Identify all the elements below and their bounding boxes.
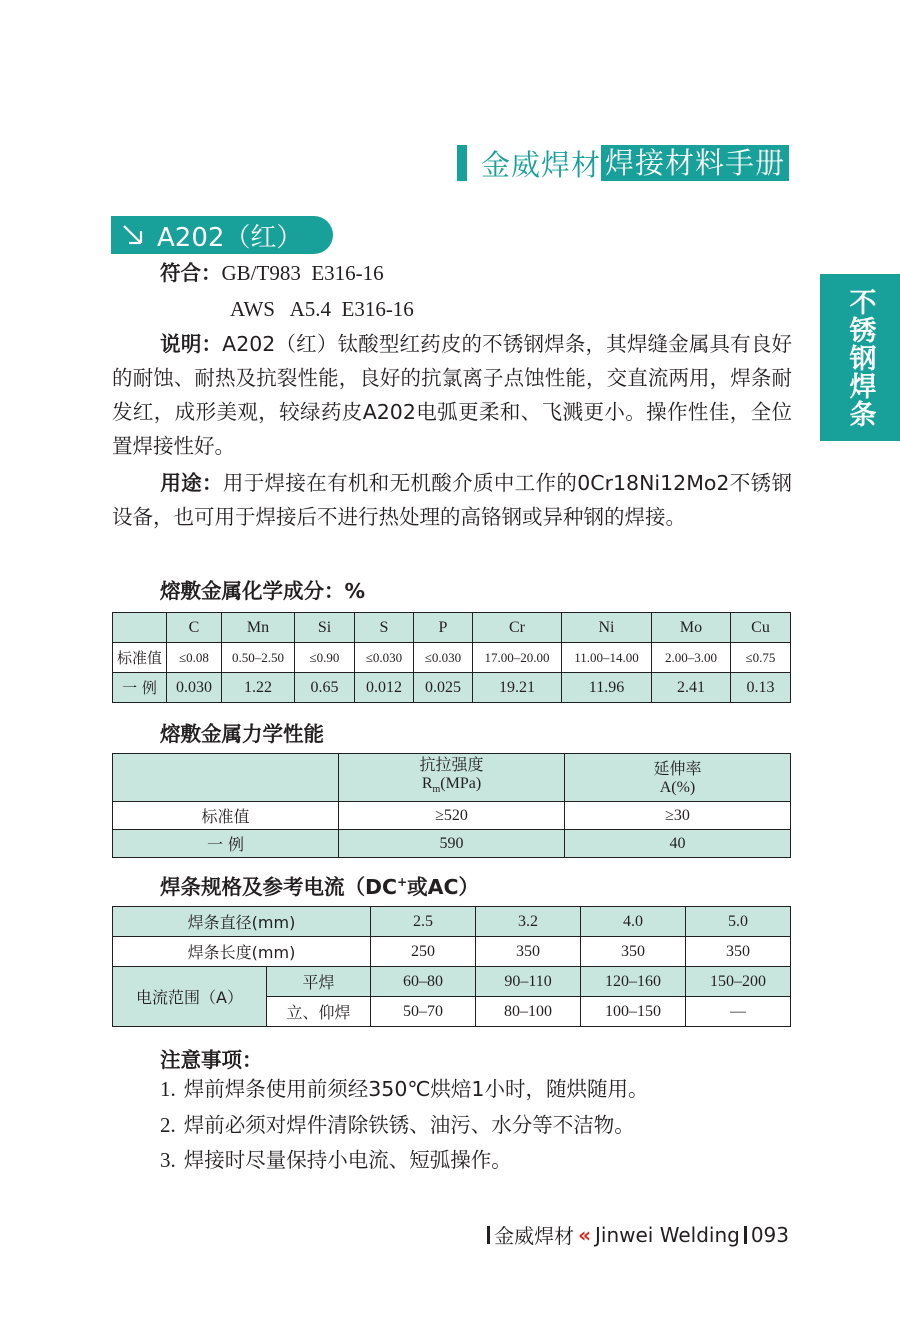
usage-paragraph — [112, 466, 792, 534]
chem-header-cell — [113, 613, 167, 643]
chem-cell: 0.13 — [731, 673, 791, 703]
flat-current-cell: 150–200 — [686, 967, 791, 997]
chem-cell: ≤0.90 — [295, 643, 355, 673]
vertical-label: 立、仰焊 — [267, 997, 371, 1027]
diameter-cell: 3.2 — [476, 907, 581, 937]
conforms-label: 符合： — [160, 261, 222, 285]
mech-header-elongation — [565, 754, 791, 802]
header-manual-title: 焊接材料手册 — [601, 145, 789, 181]
mech-header-tensile — [339, 754, 565, 802]
chem-header-cell: Mn — [222, 613, 295, 643]
chem-header-cell: Mo — [652, 613, 731, 643]
chem-row-label: 标准值 — [113, 643, 167, 673]
chem-header-cell: Cr — [473, 613, 562, 643]
chem-cell: 11.96 — [562, 673, 652, 703]
side-category-tab — [820, 274, 900, 441]
chem-cell: ≤0.030 — [414, 643, 473, 673]
chem-header-cell: Si — [295, 613, 355, 643]
diameter-row — [113, 907, 791, 937]
spec-heading-sup: + — [397, 875, 408, 890]
conforms-standard-gb: GB/T983 E316-16 — [221, 261, 384, 285]
mech-cell: 590 — [339, 830, 565, 858]
length-cell: 350 — [476, 937, 581, 967]
footer-separator — [744, 1226, 747, 1244]
flat-label: 平焊 — [267, 967, 371, 997]
note-number: 3. — [160, 1148, 176, 1172]
arrow-down-right-icon — [121, 223, 145, 247]
vertical-current-cell: 50–70 — [371, 997, 476, 1027]
note-item — [160, 1108, 635, 1142]
spec-current-table — [112, 906, 791, 1027]
chem-header-cell: Cu — [731, 613, 791, 643]
spec-heading-text: 焊条规格及参考电流（DC — [160, 875, 398, 899]
flat-current-row — [113, 967, 791, 997]
chem-header-cell: S — [355, 613, 414, 643]
note-text: 焊前必须对焊件清除铁锈、油污、水分等不洁物。 — [183, 1113, 635, 1137]
page-footer — [483, 1220, 789, 1249]
chem-header-cell: P — [414, 613, 473, 643]
elongation-label: 延伸率 — [653, 758, 702, 778]
vertical-current-cell: 100–150 — [581, 997, 686, 1027]
usage-label: 用途： — [160, 471, 223, 495]
note-text: 焊接时尽量保持小电流、短弧操作。 — [183, 1148, 512, 1172]
vertical-current-cell: — — [686, 997, 791, 1027]
footer-chevrons: « — [578, 1222, 592, 1247]
elongation-unit: A(%) — [659, 778, 696, 796]
chem-header-row — [113, 613, 791, 643]
mech-example-row — [113, 830, 791, 858]
length-cell: 350 — [686, 937, 791, 967]
chem-cell: 17.00–20.00 — [473, 643, 562, 673]
chem-header-cell: Ni — [562, 613, 652, 643]
chem-cell: 11.00–14.00 — [562, 643, 652, 673]
chem-cell: 19.21 — [473, 673, 562, 703]
chem-cell: 0.50–2.50 — [222, 643, 295, 673]
length-row — [113, 937, 791, 967]
tensile-symbol: R — [421, 775, 433, 793]
note-item — [160, 1072, 648, 1106]
note-text: 焊前焊条使用前须经350℃烘焙1小时，随烘随用。 — [183, 1077, 649, 1101]
length-cell: 350 — [581, 937, 686, 967]
chem-cell: 0.030 — [167, 673, 222, 703]
footer-english: Jinwei Welding — [595, 1222, 740, 1247]
note-item — [160, 1143, 512, 1177]
header-accent-bar — [457, 145, 467, 181]
tensile-label: 抗拉强度 — [419, 755, 484, 775]
mech-cell: ≥520 — [339, 802, 565, 830]
chem-heading: 熔敷金属化学成分：% — [160, 579, 366, 603]
chem-cell: 1.22 — [222, 673, 295, 703]
length-label: 焊条长度(mm) — [113, 937, 371, 967]
current-range-label: 电流范围（A） — [113, 967, 267, 1027]
flat-current-cell: 120–160 — [581, 967, 686, 997]
mech-cell: 40 — [565, 830, 791, 858]
chem-cell: 0.65 — [295, 673, 355, 703]
diameter-cell: 5.0 — [686, 907, 791, 937]
conforms-standard-aws: AWS A5.4 E316-16 — [230, 297, 414, 321]
chem-cell: 0.025 — [414, 673, 473, 703]
mech-header-empty — [113, 754, 339, 802]
note-number: 2. — [160, 1113, 176, 1137]
tensile-subscript: m — [432, 784, 441, 796]
mech-heading: 熔敷金属力学性能 — [160, 722, 324, 746]
chem-cell: 2.00–3.00 — [652, 643, 731, 673]
product-title-badge — [111, 216, 333, 254]
chem-cell: ≤0.030 — [355, 643, 414, 673]
description-label: 说明： — [160, 332, 223, 356]
diameter-label: 焊条直径(mm) — [113, 907, 371, 937]
mech-cell: ≥30 — [565, 802, 791, 830]
page-number: 093 — [750, 1222, 789, 1247]
header-brand: 金威焊材 — [480, 147, 601, 182]
mech-properties-table — [112, 753, 791, 858]
spec-heading-text-2: 或AC） — [407, 875, 480, 899]
description-text: A202（红）钛酸型红药皮的不锈钢焊条，其焊缝金属具有良好的耐蚀、耐热及抗裂性能，良好的抗氯离子点蚀性能，交直流两用，焊条耐发红，成形美观，较绿药皮A202电弧更柔和、飞溅更小。操作性佳，全位置焊接性好。 — [112, 332, 792, 458]
page-header — [457, 145, 789, 181]
tensile-unit: (MPa) — [440, 775, 482, 793]
chem-composition-table — [112, 612, 791, 703]
chem-cell: ≤0.08 — [167, 643, 222, 673]
flat-current-cell: 90–110 — [476, 967, 581, 997]
spec-heading — [160, 870, 479, 900]
chem-cell: 0.012 — [355, 673, 414, 703]
description-paragraph — [112, 327, 792, 463]
side-tab-label: 不锈钢焊条 — [844, 287, 876, 428]
note-number: 1. — [160, 1077, 176, 1101]
mech-header-row — [113, 754, 791, 802]
notes-heading: 注意事项： — [160, 1048, 263, 1072]
mech-row-label: 标准值 — [113, 802, 339, 830]
flat-current-cell: 60–80 — [371, 967, 476, 997]
chem-row-label: 一 例 — [113, 673, 167, 703]
product-title: A202（红） — [157, 222, 303, 253]
chem-standard-row — [113, 643, 791, 673]
chem-cell: 2.41 — [652, 673, 731, 703]
diameter-cell: 4.0 — [581, 907, 686, 937]
chem-header-cell: C — [167, 613, 222, 643]
length-cell: 250 — [371, 937, 476, 967]
mech-standard-row — [113, 802, 791, 830]
chem-cell: ≤0.75 — [731, 643, 791, 673]
footer-separator — [487, 1226, 490, 1244]
chem-example-row — [113, 673, 791, 703]
usage-text: 用于焊接在有机和无机酸介质中工作的0Cr18Ni12Mo2不锈钢设备，也可用于焊接后不进行热处理的高铬钢或异种钢的焊接。 — [112, 471, 792, 529]
diameter-cell: 2.5 — [371, 907, 476, 937]
vertical-current-cell: 80–100 — [476, 997, 581, 1027]
mech-row-label: 一 例 — [113, 830, 339, 858]
conforms-line-1 — [160, 256, 384, 290]
footer-brand: 金威焊材 — [494, 1224, 575, 1248]
